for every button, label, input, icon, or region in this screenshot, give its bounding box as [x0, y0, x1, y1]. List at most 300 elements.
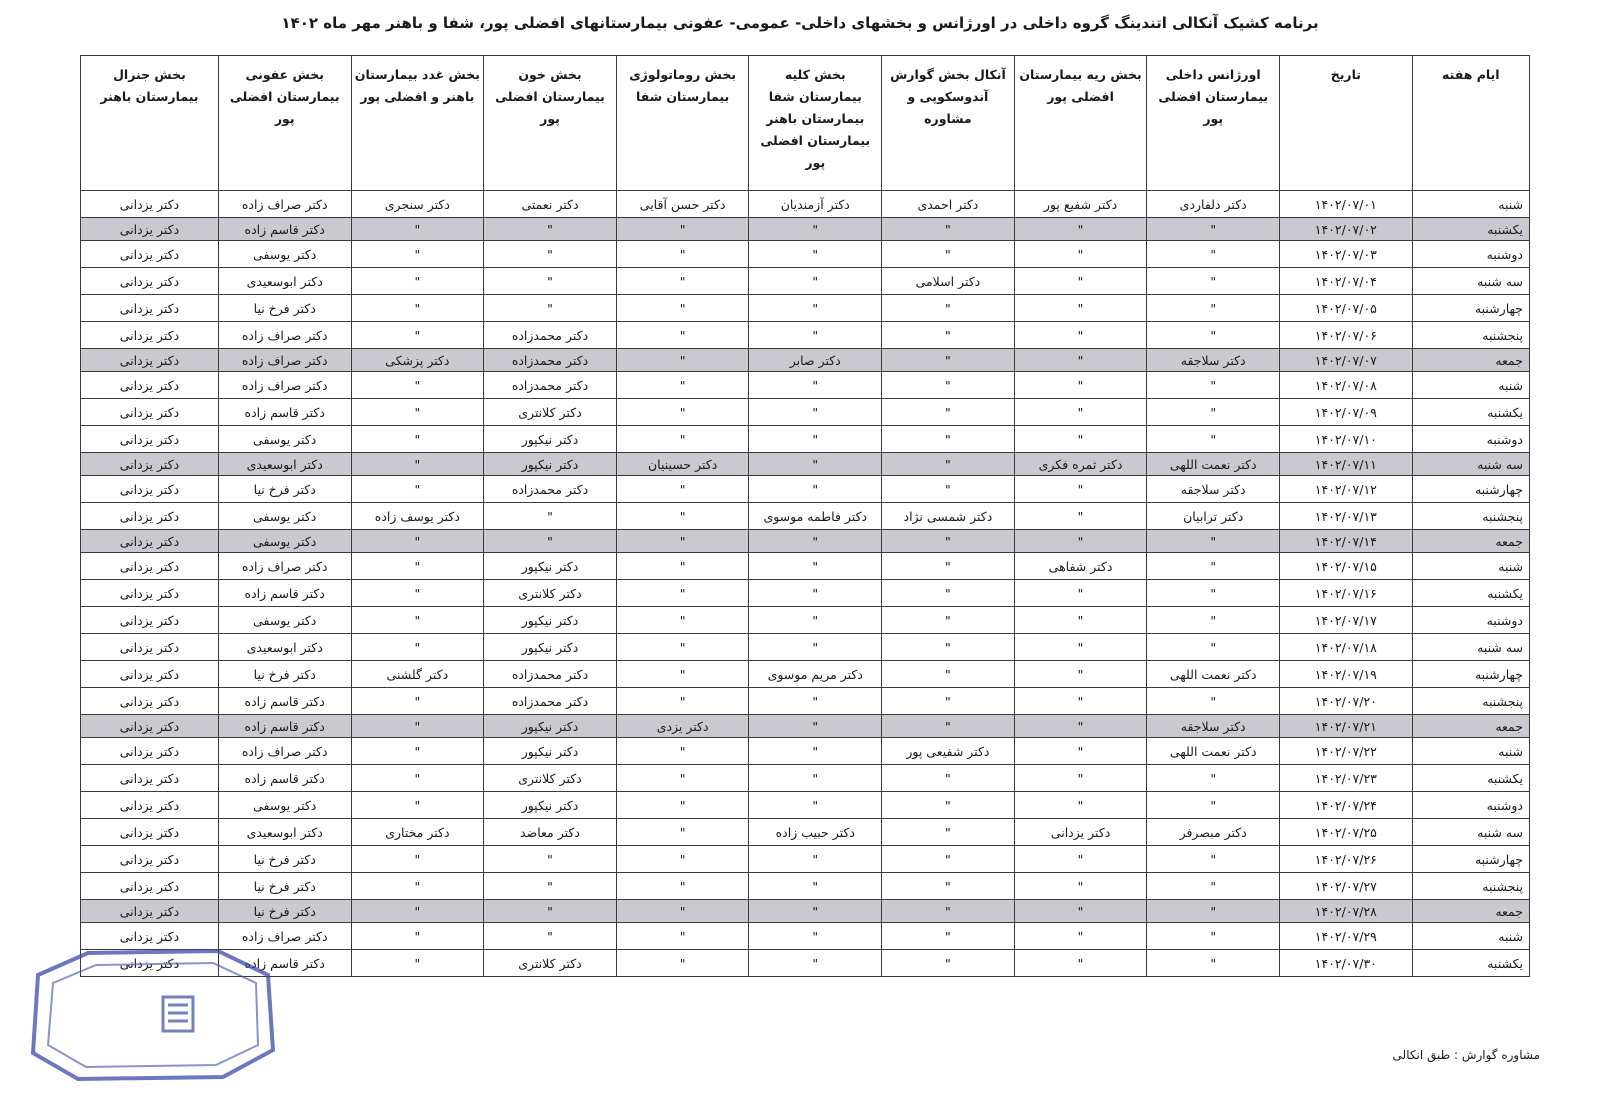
- nephrology-cell: ": [749, 453, 882, 476]
- general-cell: دکتر یزدانی: [81, 322, 219, 349]
- hematology-cell: دکتر معاضد: [484, 819, 617, 846]
- weekday-cell: یکشنبه: [1412, 218, 1529, 241]
- schedule-row: [81, 476, 1530, 503]
- rheumatology-cell: ": [616, 530, 749, 553]
- gastro-cell: ": [882, 923, 1015, 950]
- endocrinology-cell: ": [351, 688, 484, 715]
- page-title: برنامه کشیک آنکالی اتندینگ گروه داخلی در اورژانس و بخشهای داخلی- عمومی- عفونی بیمارستانهای افضلی پور، شفا و باهنر مهر ماه ۱۴۰۲: [281, 14, 1319, 32]
- nephrology-cell: ": [749, 607, 882, 634]
- date-cell: ۱۴۰۲/۰۷/۰۱: [1280, 191, 1413, 218]
- gastro-cell: دکتر احمدی: [882, 191, 1015, 218]
- header-pulmonary: بخش ریه بیمارستان افضلی پور: [1014, 56, 1147, 191]
- general-cell: دکتر یزدانی: [81, 738, 219, 765]
- infectious-cell: دکتر قاسم زاده: [218, 399, 351, 426]
- pulmonary-cell: ": [1014, 399, 1147, 426]
- date-cell: ۱۴۰۲/۰۷/۱۰: [1280, 426, 1413, 453]
- gastro-cell: ": [882, 530, 1015, 553]
- emergency-cell: ": [1147, 530, 1280, 553]
- emergency-cell: ": [1147, 792, 1280, 819]
- nephrology-cell: ": [749, 900, 882, 923]
- pulmonary-cell: ": [1014, 503, 1147, 530]
- general-cell: دکتر یزدانی: [81, 426, 219, 453]
- infectious-cell: دکتر قاسم زاده: [218, 688, 351, 715]
- emergency-cell: دکتر سلاجقه: [1147, 476, 1280, 503]
- pulmonary-cell: ": [1014, 530, 1147, 553]
- rheumatology-cell: ": [616, 792, 749, 819]
- emergency-cell: ": [1147, 372, 1280, 399]
- rheumatology-cell: ": [616, 738, 749, 765]
- endocrinology-cell: ": [351, 295, 484, 322]
- date-cell: ۱۴۰۲/۰۷/۰۴: [1280, 268, 1413, 295]
- date-cell: ۱۴۰۲/۰۷/۲۷: [1280, 873, 1413, 900]
- infectious-cell: دکتر یوسفی: [218, 241, 351, 268]
- gastro-cell: دکتر شفیعی پور: [882, 738, 1015, 765]
- nephrology-cell: ": [749, 241, 882, 268]
- weekday-cell: سه شنبه: [1412, 634, 1529, 661]
- hematology-cell: دکتر کلانتری: [484, 580, 617, 607]
- pulmonary-cell: دکتر شفاهی: [1014, 553, 1147, 580]
- infectious-cell: دکتر قاسم زاده: [218, 950, 351, 977]
- general-cell: دکتر یزدانی: [81, 634, 219, 661]
- rheumatology-cell: ": [616, 553, 749, 580]
- schedule-row: [81, 950, 1530, 977]
- nephrology-cell: ": [749, 765, 882, 792]
- hematology-cell: دکتر محمدزاده: [484, 322, 617, 349]
- rheumatology-cell: ": [616, 688, 749, 715]
- emergency-cell: ": [1147, 426, 1280, 453]
- hematology-cell: دکتر کلانتری: [484, 765, 617, 792]
- infectious-cell: دکتر صراف زاده: [218, 191, 351, 218]
- weekday-cell: یکشنبه: [1412, 580, 1529, 607]
- pulmonary-cell: ": [1014, 322, 1147, 349]
- hematology-cell: دکتر نیکپور: [484, 426, 617, 453]
- infectious-cell: دکتر فرخ نیا: [218, 873, 351, 900]
- infectious-cell: دکتر فرخ نیا: [218, 661, 351, 688]
- date-cell: ۱۴۰۲/۰۷/۰۸: [1280, 372, 1413, 399]
- schedule-row: [81, 634, 1530, 661]
- date-cell: ۱۴۰۲/۰۷/۱۱: [1280, 453, 1413, 476]
- pulmonary-cell: ": [1014, 634, 1147, 661]
- general-cell: دکتر یزدانی: [81, 661, 219, 688]
- nephrology-cell: ": [749, 553, 882, 580]
- schedule-row: [81, 530, 1530, 553]
- schedule-row: [81, 503, 1530, 530]
- rheumatology-cell: دکتر یزدی: [616, 715, 749, 738]
- endocrinology-cell: ": [351, 900, 484, 923]
- nephrology-cell: ": [749, 476, 882, 503]
- weekday-cell: یکشنبه: [1412, 765, 1529, 792]
- weekday-cell: یکشنبه: [1412, 950, 1529, 977]
- header-hematology: بخش خون بیمارستان افضلی پور: [484, 56, 617, 191]
- rheumatology-cell: ": [616, 661, 749, 688]
- nephrology-cell: ": [749, 218, 882, 241]
- emergency-cell: ": [1147, 399, 1280, 426]
- general-cell: دکتر یزدانی: [81, 191, 219, 218]
- infectious-cell: دکتر ابوسعیدی: [218, 453, 351, 476]
- date-cell: ۱۴۰۲/۰۷/۲۸: [1280, 900, 1413, 923]
- date-cell: ۱۴۰۲/۰۷/۲۳: [1280, 765, 1413, 792]
- emergency-cell: دکتر دلفاردی: [1147, 191, 1280, 218]
- nephrology-cell: دکتر صابر: [749, 349, 882, 372]
- hematology-cell: دکتر نیکپور: [484, 792, 617, 819]
- rheumatology-cell: ": [616, 634, 749, 661]
- rheumatology-cell: دکتر حسینیان: [616, 453, 749, 476]
- emergency-cell: دکتر نعمت اللهی: [1147, 738, 1280, 765]
- schedule-row: [81, 688, 1530, 715]
- date-cell: ۱۴۰۲/۰۷/۲۹: [1280, 923, 1413, 950]
- hematology-cell: ": [484, 295, 617, 322]
- date-cell: ۱۴۰۲/۰۷/۰۶: [1280, 322, 1413, 349]
- date-cell: ۱۴۰۲/۰۷/۲۲: [1280, 738, 1413, 765]
- pulmonary-cell: ": [1014, 846, 1147, 873]
- weekday-cell: شنبه: [1412, 191, 1529, 218]
- date-cell: ۱۴۰۲/۰۷/۰۳: [1280, 241, 1413, 268]
- endocrinology-cell: ": [351, 530, 484, 553]
- emergency-cell: ": [1147, 950, 1280, 977]
- weekday-cell: جمعه: [1412, 900, 1529, 923]
- general-cell: دکتر یزدانی: [81, 819, 219, 846]
- nephrology-cell: ": [749, 530, 882, 553]
- date-cell: ۱۴۰۲/۰۷/۱۸: [1280, 634, 1413, 661]
- schedule-row: [81, 873, 1530, 900]
- nephrology-cell: دکتر مریم موسوی: [749, 661, 882, 688]
- hematology-cell: دکتر نیکپور: [484, 607, 617, 634]
- general-cell: دکتر یزدانی: [81, 453, 219, 476]
- general-cell: دکتر یزدانی: [81, 241, 219, 268]
- hematology-cell: دکتر نعمتی: [484, 191, 617, 218]
- header-infectious: بخش عفونی بیمارستان افضلی پور: [218, 56, 351, 191]
- date-cell: ۱۴۰۲/۰۷/۱۷: [1280, 607, 1413, 634]
- header-endocrinology: بخش غدد بیمارستان باهنر و افضلی پور: [351, 56, 484, 191]
- gastro-cell: ": [882, 349, 1015, 372]
- emergency-cell: دکتر سلاجقه: [1147, 715, 1280, 738]
- gastro-cell: ": [882, 607, 1015, 634]
- endocrinology-cell: ": [351, 846, 484, 873]
- rheumatology-cell: ": [616, 268, 749, 295]
- emergency-cell: ": [1147, 634, 1280, 661]
- general-cell: دکتر یزدانی: [81, 765, 219, 792]
- hematology-cell: دکتر نیکپور: [484, 634, 617, 661]
- pulmonary-cell: ": [1014, 268, 1147, 295]
- weekday-cell: پنجشنبه: [1412, 503, 1529, 530]
- endocrinology-cell: ": [351, 453, 484, 476]
- general-cell: دکتر یزدانی: [81, 688, 219, 715]
- schedule-row: [81, 453, 1530, 476]
- nephrology-cell: ": [749, 634, 882, 661]
- pulmonary-cell: ": [1014, 792, 1147, 819]
- hematology-cell: دکتر کلانتری: [484, 950, 617, 977]
- schedule-row: [81, 923, 1530, 950]
- endocrinology-cell: ": [351, 476, 484, 503]
- nephrology-cell: ": [749, 846, 882, 873]
- rheumatology-cell: ": [616, 372, 749, 399]
- general-cell: دکتر یزدانی: [81, 372, 219, 399]
- emergency-cell: ": [1147, 846, 1280, 873]
- hematology-cell: دکتر محمدزاده: [484, 661, 617, 688]
- nephrology-cell: ": [749, 372, 882, 399]
- pulmonary-cell: ": [1014, 372, 1147, 399]
- emergency-cell: دکتر نعمت اللهی: [1147, 661, 1280, 688]
- rheumatology-cell: ": [616, 819, 749, 846]
- endocrinology-cell: ": [351, 241, 484, 268]
- header-date: تاریخ: [1280, 56, 1413, 191]
- pulmonary-cell: ": [1014, 950, 1147, 977]
- rheumatology-cell: ": [616, 399, 749, 426]
- weekday-cell: پنجشنبه: [1412, 322, 1529, 349]
- pulmonary-cell: ": [1014, 661, 1147, 688]
- date-cell: ۱۴۰۲/۰۷/۳۰: [1280, 950, 1413, 977]
- schedule-row: [81, 846, 1530, 873]
- infectious-cell: دکتر فرخ نیا: [218, 476, 351, 503]
- rheumatology-cell: ": [616, 218, 749, 241]
- rheumatology-cell: ": [616, 580, 749, 607]
- nephrology-cell: ": [749, 950, 882, 977]
- endocrinology-cell: ": [351, 553, 484, 580]
- endocrinology-cell: دکتر یوسف زاده: [351, 503, 484, 530]
- infectious-cell: دکتر صراف زاده: [218, 738, 351, 765]
- pulmonary-cell: ": [1014, 580, 1147, 607]
- gastro-cell: ": [882, 792, 1015, 819]
- endocrinology-cell: ": [351, 268, 484, 295]
- general-cell: دکتر یزدانی: [81, 846, 219, 873]
- date-cell: ۱۴۰۲/۰۷/۰۹: [1280, 399, 1413, 426]
- schedule-row: [81, 900, 1530, 923]
- rheumatology-cell: ": [616, 765, 749, 792]
- rheumatology-cell: ": [616, 322, 749, 349]
- pulmonary-cell: ": [1014, 218, 1147, 241]
- rheumatology-cell: ": [616, 950, 749, 977]
- rheumatology-cell: ": [616, 476, 749, 503]
- hematology-cell: دکتر نیکپور: [484, 453, 617, 476]
- hematology-cell: ": [484, 846, 617, 873]
- date-cell: ۱۴۰۲/۰۷/۱۵: [1280, 553, 1413, 580]
- schedule-row: [81, 765, 1530, 792]
- infectious-cell: دکتر فرخ نیا: [218, 295, 351, 322]
- schedule-row: [81, 218, 1530, 241]
- weekday-cell: یکشنبه: [1412, 399, 1529, 426]
- general-cell: دکتر یزدانی: [81, 218, 219, 241]
- infectious-cell: دکتر صراف زاده: [218, 349, 351, 372]
- header-rheumatology: بخش روماتولوژی بیمارستان شفا: [616, 56, 749, 191]
- infectious-cell: دکتر قاسم زاده: [218, 580, 351, 607]
- weekday-cell: سه شنبه: [1412, 819, 1529, 846]
- schedule-row: [81, 426, 1530, 453]
- footer-note: مشاوره گوارش : طبق انکالی: [1392, 1048, 1540, 1062]
- gastro-cell: ": [882, 322, 1015, 349]
- gastro-cell: ": [882, 399, 1015, 426]
- nephrology-cell: ": [749, 738, 882, 765]
- weekday-cell: شنبه: [1412, 553, 1529, 580]
- nephrology-cell: دکتر حبیب زاده: [749, 819, 882, 846]
- schedule-row: [81, 322, 1530, 349]
- gastro-cell: ": [882, 873, 1015, 900]
- endocrinology-cell: دکتر مختاری: [351, 819, 484, 846]
- date-cell: ۱۴۰۲/۰۷/۱۹: [1280, 661, 1413, 688]
- gastro-cell: ": [882, 476, 1015, 503]
- infectious-cell: دکتر صراف زاده: [218, 322, 351, 349]
- hematology-cell: دکتر نیکپور: [484, 553, 617, 580]
- weekday-cell: شنبه: [1412, 372, 1529, 399]
- infectious-cell: دکتر ابوسعیدی: [218, 819, 351, 846]
- weekday-cell: دوشنبه: [1412, 241, 1529, 268]
- gastro-cell: ": [882, 900, 1015, 923]
- pulmonary-cell: ": [1014, 688, 1147, 715]
- emergency-cell: ": [1147, 873, 1280, 900]
- stamp-emblem-icon: [163, 997, 193, 1031]
- rheumatology-cell: ": [616, 503, 749, 530]
- pulmonary-cell: ": [1014, 241, 1147, 268]
- weekday-cell: دوشنبه: [1412, 792, 1529, 819]
- hematology-cell: ": [484, 873, 617, 900]
- endocrinology-cell: ": [351, 372, 484, 399]
- gastro-cell: دکتر شمسی نژاد: [882, 503, 1015, 530]
- endocrinology-cell: دکتر گلشنی: [351, 661, 484, 688]
- schedule-row: [81, 241, 1530, 268]
- nephrology-cell: ": [749, 715, 882, 738]
- nephrology-cell: دکتر آزمندیان: [749, 191, 882, 218]
- gastro-cell: ": [882, 661, 1015, 688]
- nephrology-cell: ": [749, 268, 882, 295]
- rheumatology-cell: ": [616, 923, 749, 950]
- schedule-row: [81, 580, 1530, 607]
- general-cell: دکتر یزدانی: [81, 295, 219, 322]
- schedule-row: [81, 607, 1530, 634]
- general-cell: دکتر یزدانی: [81, 873, 219, 900]
- infectious-cell: دکتر قاسم زاده: [218, 715, 351, 738]
- general-cell: دکتر یزدانی: [81, 268, 219, 295]
- rheumatology-cell: ": [616, 241, 749, 268]
- endocrinology-cell: ": [351, 873, 484, 900]
- date-cell: ۱۴۰۲/۰۷/۲۵: [1280, 819, 1413, 846]
- emergency-cell: ": [1147, 923, 1280, 950]
- infectious-cell: دکتر یوسفی: [218, 426, 351, 453]
- rheumatology-cell: ": [616, 900, 749, 923]
- schedule-row: [81, 372, 1530, 399]
- hematology-cell: دکتر محمدزاده: [484, 349, 617, 372]
- endocrinology-cell: ": [351, 634, 484, 661]
- gastro-cell: ": [882, 426, 1015, 453]
- date-cell: ۱۴۰۲/۰۷/۲۰: [1280, 688, 1413, 715]
- date-cell: ۱۴۰۲/۰۷/۱۳: [1280, 503, 1413, 530]
- general-cell: دکتر یزدانی: [81, 580, 219, 607]
- pulmonary-cell: ": [1014, 295, 1147, 322]
- endocrinology-cell: ": [351, 950, 484, 977]
- emergency-cell: ": [1147, 241, 1280, 268]
- nephrology-cell: ": [749, 688, 882, 715]
- general-cell: دکتر یزدانی: [81, 923, 219, 950]
- gastro-cell: دکتر اسلامی: [882, 268, 1015, 295]
- weekday-cell: پنجشنبه: [1412, 688, 1529, 715]
- date-cell: ۱۴۰۲/۰۷/۲۱: [1280, 715, 1413, 738]
- schedule-table: [80, 55, 1530, 977]
- endocrinology-cell: ": [351, 738, 484, 765]
- nephrology-cell: ": [749, 399, 882, 426]
- weekday-cell: شنبه: [1412, 923, 1529, 950]
- schedule-row: [81, 268, 1530, 295]
- emergency-cell: دکتر مبصرفر: [1147, 819, 1280, 846]
- infectious-cell: دکتر ابوسعیدی: [218, 268, 351, 295]
- date-cell: ۱۴۰۲/۰۷/۲۶: [1280, 846, 1413, 873]
- hematology-cell: دکتر محمدزاده: [484, 688, 617, 715]
- emergency-cell: ": [1147, 688, 1280, 715]
- official-stamp: [18, 945, 280, 1085]
- hematology-cell: دکتر نیکپور: [484, 738, 617, 765]
- endocrinology-cell: ": [351, 607, 484, 634]
- endocrinology-cell: دکتر سنجری: [351, 191, 484, 218]
- infectious-cell: دکتر یوسفی: [218, 530, 351, 553]
- infectious-cell: دکتر صراف زاده: [218, 923, 351, 950]
- rheumatology-cell: دکتر حسن آقایی: [616, 191, 749, 218]
- general-cell: دکتر یزدانی: [81, 349, 219, 372]
- weekday-cell: جمعه: [1412, 715, 1529, 738]
- schedule-body: [81, 191, 1530, 977]
- endocrinology-cell: ": [351, 923, 484, 950]
- emergency-cell: ": [1147, 268, 1280, 295]
- emergency-cell: ": [1147, 322, 1280, 349]
- hematology-cell: دکتر کلانتری: [484, 399, 617, 426]
- endocrinology-cell: ": [351, 322, 484, 349]
- infectious-cell: دکتر قاسم زاده: [218, 765, 351, 792]
- schedule-row: [81, 661, 1530, 688]
- endocrinology-cell: دکتر پزشکی: [351, 349, 484, 372]
- infectious-cell: دکتر فرخ نیا: [218, 846, 351, 873]
- pulmonary-cell: ": [1014, 738, 1147, 765]
- pulmonary-cell: ": [1014, 765, 1147, 792]
- weekday-cell: جمعه: [1412, 349, 1529, 372]
- pulmonary-cell: دکتر یزدانی: [1014, 819, 1147, 846]
- pulmonary-cell: ": [1014, 349, 1147, 372]
- emergency-cell: ": [1147, 900, 1280, 923]
- endocrinology-cell: ": [351, 580, 484, 607]
- weekday-cell: جمعه: [1412, 530, 1529, 553]
- pulmonary-cell: ": [1014, 900, 1147, 923]
- pulmonary-cell: ": [1014, 476, 1147, 503]
- endocrinology-cell: ": [351, 792, 484, 819]
- weekday-cell: پنجشنبه: [1412, 873, 1529, 900]
- emergency-cell: ": [1147, 553, 1280, 580]
- hematology-cell: ": [484, 923, 617, 950]
- nephrology-cell: ": [749, 295, 882, 322]
- rheumatology-cell: ": [616, 295, 749, 322]
- emergency-cell: ": [1147, 218, 1280, 241]
- infectious-cell: دکتر قاسم زاده: [218, 218, 351, 241]
- gastro-cell: ": [882, 241, 1015, 268]
- gastro-cell: ": [882, 715, 1015, 738]
- rheumatology-cell: ": [616, 846, 749, 873]
- emergency-cell: دکتر سلاجقه: [1147, 349, 1280, 372]
- emergency-cell: ": [1147, 295, 1280, 322]
- schedule-row: [81, 738, 1530, 765]
- gastro-cell: ": [882, 295, 1015, 322]
- rheumatology-cell: ": [616, 873, 749, 900]
- rheumatology-cell: ": [616, 349, 749, 372]
- hematology-cell: ": [484, 900, 617, 923]
- schedule-row: [81, 553, 1530, 580]
- gastro-cell: ": [882, 453, 1015, 476]
- infectious-cell: دکتر یوسفی: [218, 607, 351, 634]
- emergency-cell: ": [1147, 765, 1280, 792]
- infectious-cell: دکتر یوسفی: [218, 792, 351, 819]
- weekday-cell: چهارشنبه: [1412, 476, 1529, 503]
- emergency-cell: دکتر نعمت اللهی: [1147, 453, 1280, 476]
- nephrology-cell: ": [749, 322, 882, 349]
- endocrinology-cell: ": [351, 715, 484, 738]
- infectious-cell: دکتر فرخ نیا: [218, 900, 351, 923]
- header-row: [81, 56, 1530, 191]
- gastro-cell: ": [882, 950, 1015, 977]
- weekday-cell: دوشنبه: [1412, 426, 1529, 453]
- schedule-row: [81, 399, 1530, 426]
